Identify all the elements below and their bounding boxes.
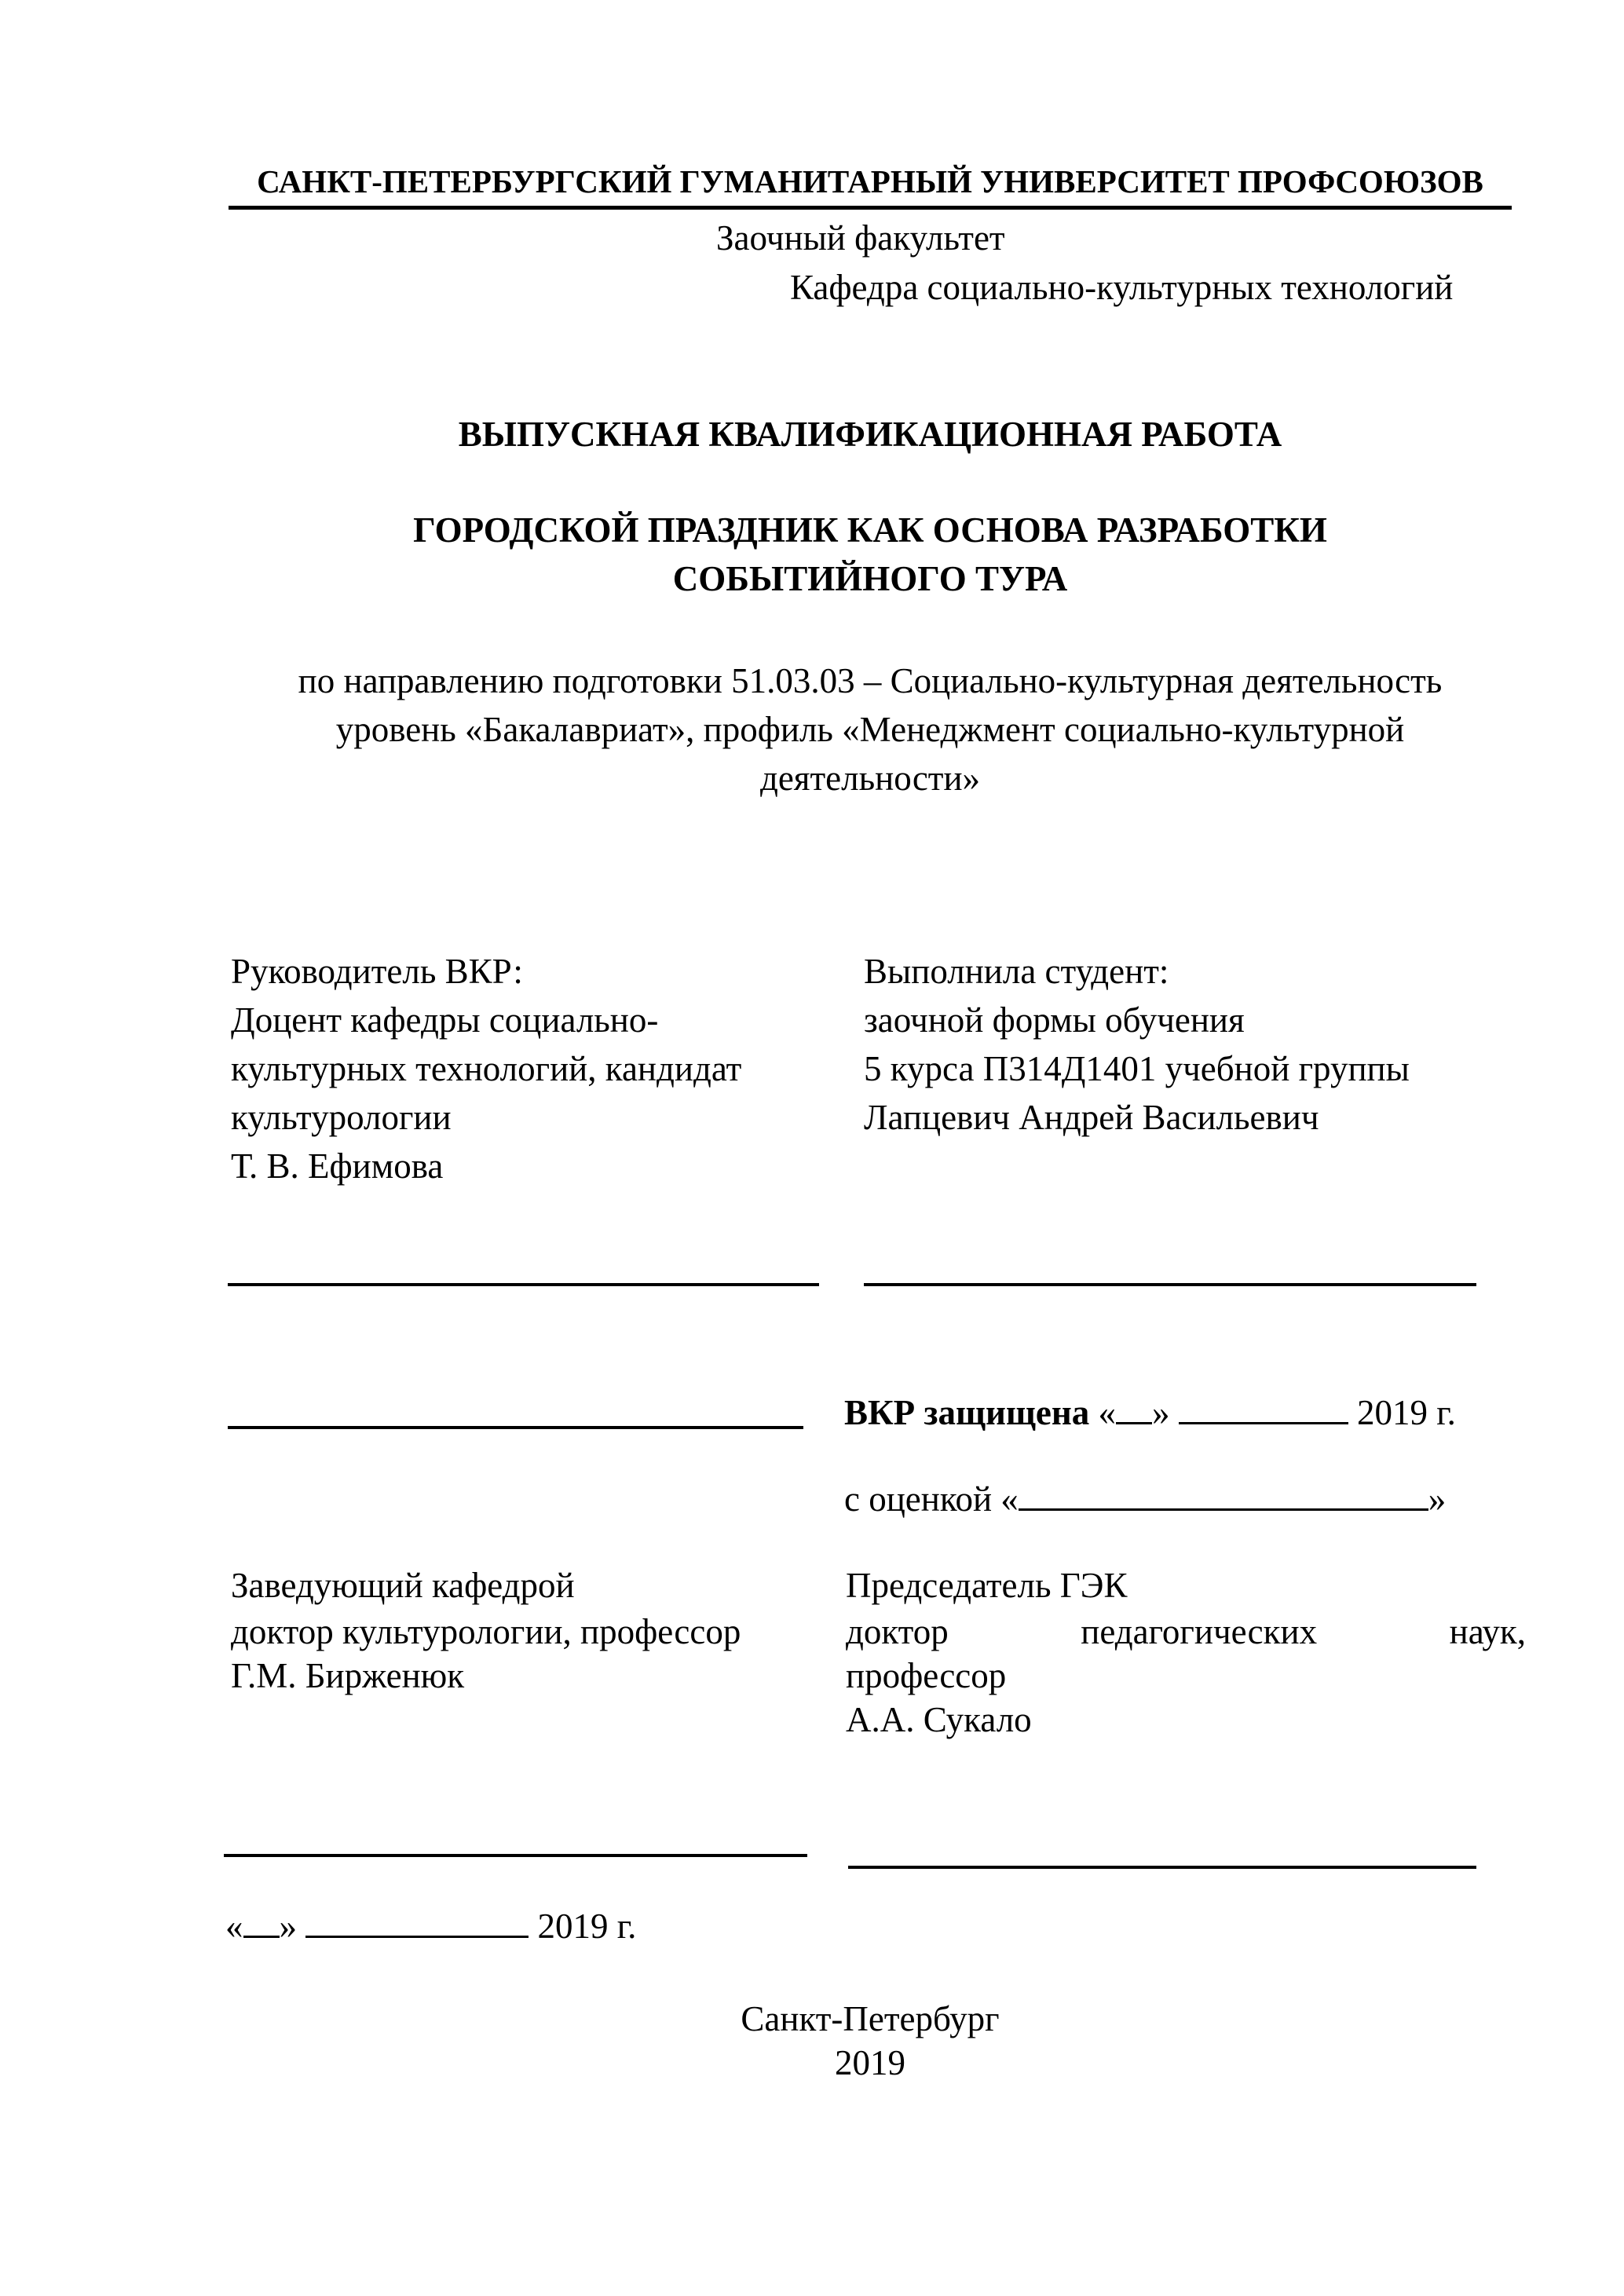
supervisor-position-line3: культурологии <box>231 1098 452 1137</box>
grade-close-quote: » <box>1428 1479 1447 1519</box>
defense-month-field[interactable] <box>1179 1392 1348 1424</box>
gek-title-word2: педагогических <box>1081 1612 1318 1651</box>
student-block <box>864 947 1410 1142</box>
gek-name: А.А. Сукало <box>846 1700 1032 1739</box>
footer-city: Санкт-Петербург <box>741 1999 1000 2038</box>
defense-close-quote: » <box>1152 1393 1170 1432</box>
head-signature-line[interactable] <box>224 1854 807 1857</box>
supervisor-position-line1: Доцент кафедры социально- <box>231 1000 659 1040</box>
faculty-name: Заочный факультет <box>716 218 1005 258</box>
student-form-of-study: заочной формы обучения <box>864 1000 1245 1040</box>
gek-title-word1: доктор <box>846 1612 949 1651</box>
direction-line3: деятельности» <box>759 759 981 798</box>
gek-title-line2: профессор <box>846 1656 1007 1695</box>
date-field <box>225 1902 636 1951</box>
supervisor-block <box>231 947 741 1190</box>
grade-label: с оценкой « <box>844 1479 1019 1519</box>
supervisor-label: Руководитель ВКР: <box>231 952 523 991</box>
topic-title-line2: СОБЫТИЙНОГО ТУРА <box>672 559 1068 598</box>
head-of-department-block <box>231 1561 741 1698</box>
work-type-title: ВЫПУСКНАЯ КВАЛИФИКАЦИОННАЯ РАБОТА <box>458 415 1282 454</box>
head-label: Заведующий кафедрой <box>231 1566 575 1605</box>
defense-statement <box>844 1388 1456 1437</box>
date-open-quote: « <box>225 1907 243 1946</box>
gek-chair-block <box>846 1561 1526 1742</box>
topic-title-line1: ГОРОДСКОЙ ПРАЗДНИК КАК ОСНОВА РАЗРАБОТКИ <box>413 510 1327 550</box>
direction-line2: уровень «Бакалавриат», профиль «Менеджмент социально-культурной <box>335 710 1405 749</box>
head-title: доктор культурологии, профессор <box>231 1612 741 1651</box>
header-rule <box>229 206 1512 210</box>
defense-signature-line[interactable] <box>228 1426 803 1429</box>
student-group: 5 курса П314Д1401 учебной группы <box>864 1049 1410 1088</box>
head-name: Г.М. Бирженюк <box>231 1656 465 1695</box>
grade-field[interactable] <box>1019 1479 1428 1511</box>
student-signature-line[interactable] <box>864 1283 1476 1286</box>
supervisor-signature-line[interactable] <box>228 1283 819 1286</box>
defense-label: ВКР защищена <box>844 1393 1090 1432</box>
gek-title-word3: наук, <box>1449 1612 1526 1651</box>
student-name: Лапцевич Андрей Васильевич <box>864 1098 1319 1137</box>
gek-title-line1 <box>846 1610 1526 1654</box>
university-name: САНКТ-ПЕТЕРБУРГСКИЙ ГУМАНИТАРНЫЙ УНИВЕРСИТЕТ ПРОФСОЮЗОВ <box>257 163 1483 199</box>
grade-statement <box>844 1475 1446 1523</box>
supervisor-name: Т. В. Ефимова <box>231 1146 444 1186</box>
student-label: Выполнила студент: <box>864 952 1169 991</box>
gek-label: Председатель ГЭК <box>846 1566 1128 1605</box>
date-day-field[interactable] <box>243 1906 280 1938</box>
department-name: Кафедра социально-культурных технологий <box>790 268 1454 307</box>
supervisor-position-line2: культурных технологий, кандидат <box>231 1049 742 1088</box>
defense-year: 2019 г. <box>1357 1393 1456 1432</box>
date-close-quote: » <box>279 1907 297 1946</box>
direction-line1: по направлению подготовки 51.03.03 – Социально-культурная деятельность <box>298 661 1443 700</box>
date-month-field[interactable] <box>305 1906 529 1938</box>
defense-day-field[interactable] <box>1116 1392 1152 1424</box>
date-year: 2019 г. <box>537 1907 637 1946</box>
gek-signature-line[interactable] <box>848 1866 1476 1869</box>
defense-open-quote: « <box>1098 1393 1117 1432</box>
footer-year: 2019 <box>835 2043 905 2082</box>
